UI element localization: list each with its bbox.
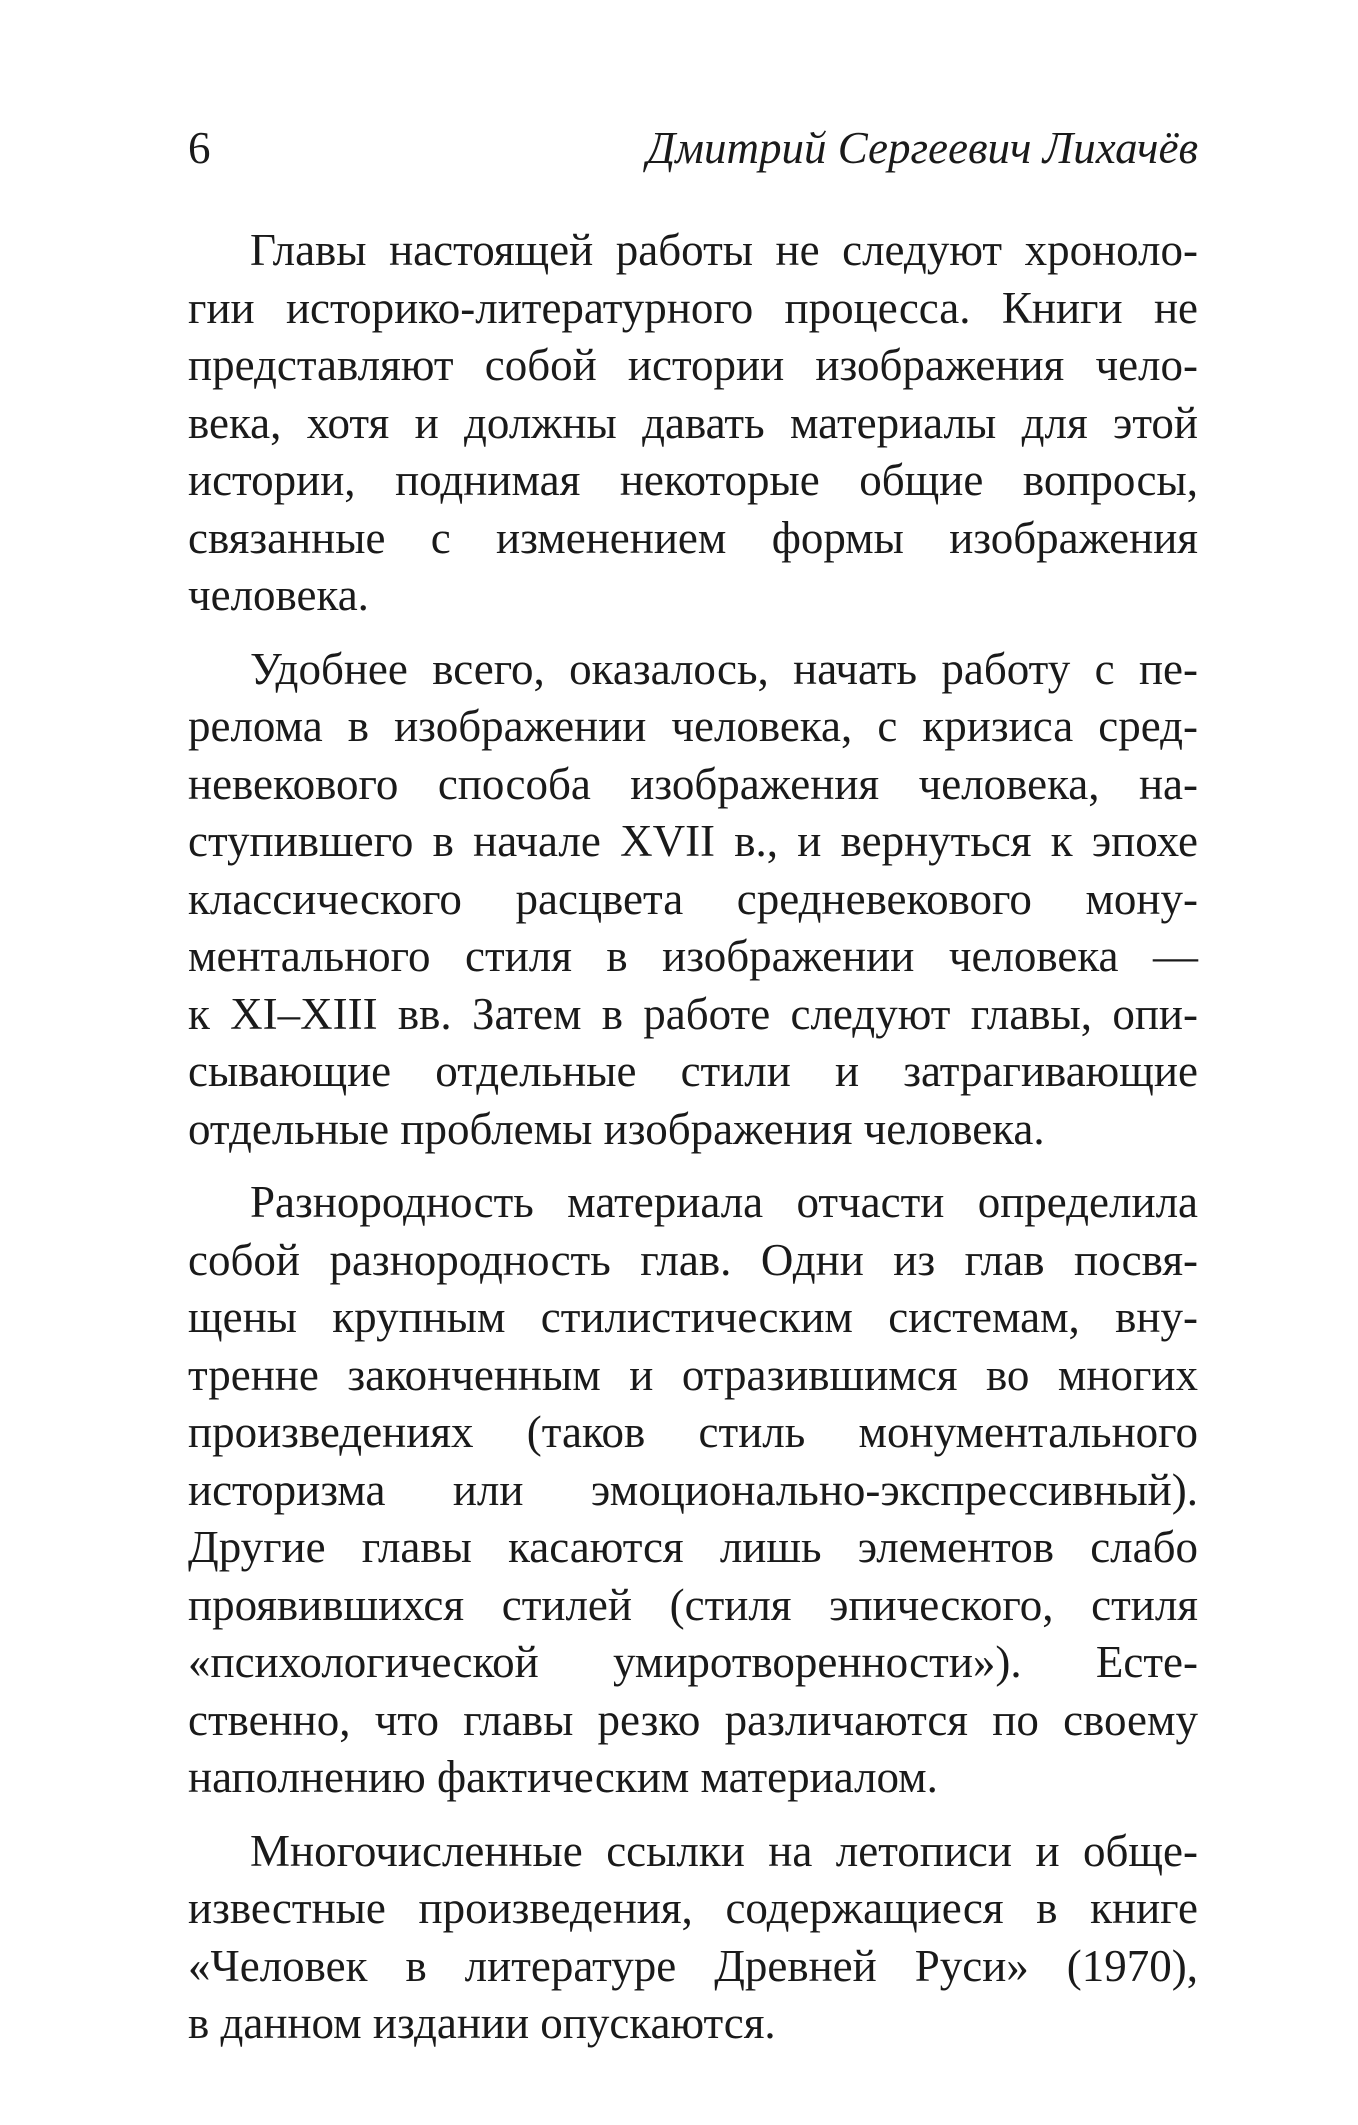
- paragraph: [188, 641, 1198, 1159]
- text-line: сывающие отдельные стили и затрагивающие: [188, 1046, 1198, 1096]
- text-line: ственно, что главы резко различаются по своему: [188, 1694, 1198, 1745]
- running-head-author: Дмитрий Сергеевич Лихачёв: [646, 123, 1198, 173]
- text-line: произведениях (таков стиль монументального: [188, 1407, 1198, 1457]
- text-line: «психологической умиротворенности»). Есте-: [188, 1637, 1198, 1687]
- text-line: ступившего в начале XVII в., и вернуться к эпохе: [188, 816, 1198, 866]
- paragraph: [188, 1174, 1198, 1807]
- text-line: Другие главы касаются лишь элементов слабо: [188, 1522, 1198, 1572]
- text-line: невекового способа изображения человека, на-: [188, 758, 1198, 809]
- text-line: истории, поднимая некоторые общие вопросы,: [188, 455, 1198, 505]
- text-line: историзма или эмоционально-экспрессивный).: [188, 1464, 1198, 1515]
- text-line: проявившихся стилей (стиля эпического, стиля: [188, 1579, 1198, 1630]
- page-number: 6: [188, 123, 211, 173]
- text-line: Удобнее всего, оказалось, начать работу с пе-: [250, 643, 1198, 694]
- paragraph: [188, 1823, 1198, 2053]
- text-line: в данном издании опускаются.: [188, 1998, 776, 2048]
- text-line: к XI–XIII вв. Затем в работе следуют главы, опи-: [188, 988, 1198, 1039]
- text-line: Многочисленные ссылки на летописи и обще-: [250, 1825, 1198, 1876]
- text-line: века, хотя и должны давать материалы для этой: [188, 397, 1198, 448]
- paragraph: [188, 222, 1198, 625]
- text-line: представляют собой истории изображения чело-: [188, 340, 1198, 390]
- running-head: [188, 118, 1198, 178]
- text-line: классического расцвета средневекового мону-: [188, 873, 1198, 924]
- text-line: связанные с изменением формы изображения: [188, 512, 1198, 563]
- text-line: тренне законченным и отразившимся во многих: [188, 1349, 1198, 1400]
- text-line: отдельные проблемы изображения человека.: [188, 1103, 1045, 1154]
- text-line: гии историко-литературного процесса. Книги не: [188, 282, 1198, 333]
- body-text: [188, 222, 1198, 2069]
- text-line: Главы настоящей работы не следуют хроноло-: [250, 225, 1198, 275]
- text-line: человека.: [188, 570, 369, 620]
- text-line: «Человек в литературе Древней Руси» (1970),: [188, 1940, 1198, 1991]
- text-line: собой разнородность глав. Одни из глав посвя-: [188, 1234, 1198, 1285]
- text-line: известные произведения, содержащиеся в книге: [188, 1883, 1198, 1933]
- text-line: ментального стиля в изображении человека —: [188, 931, 1198, 981]
- text-line: щены крупным стилистическим системам, вну-: [188, 1292, 1198, 1342]
- text-line: релома в изображении человека, с кризиса сред-: [188, 701, 1198, 751]
- text-line: наполнению фактическим материалом.: [188, 1752, 938, 1802]
- text-line: Разнородность материала отчасти определила: [250, 1177, 1198, 1227]
